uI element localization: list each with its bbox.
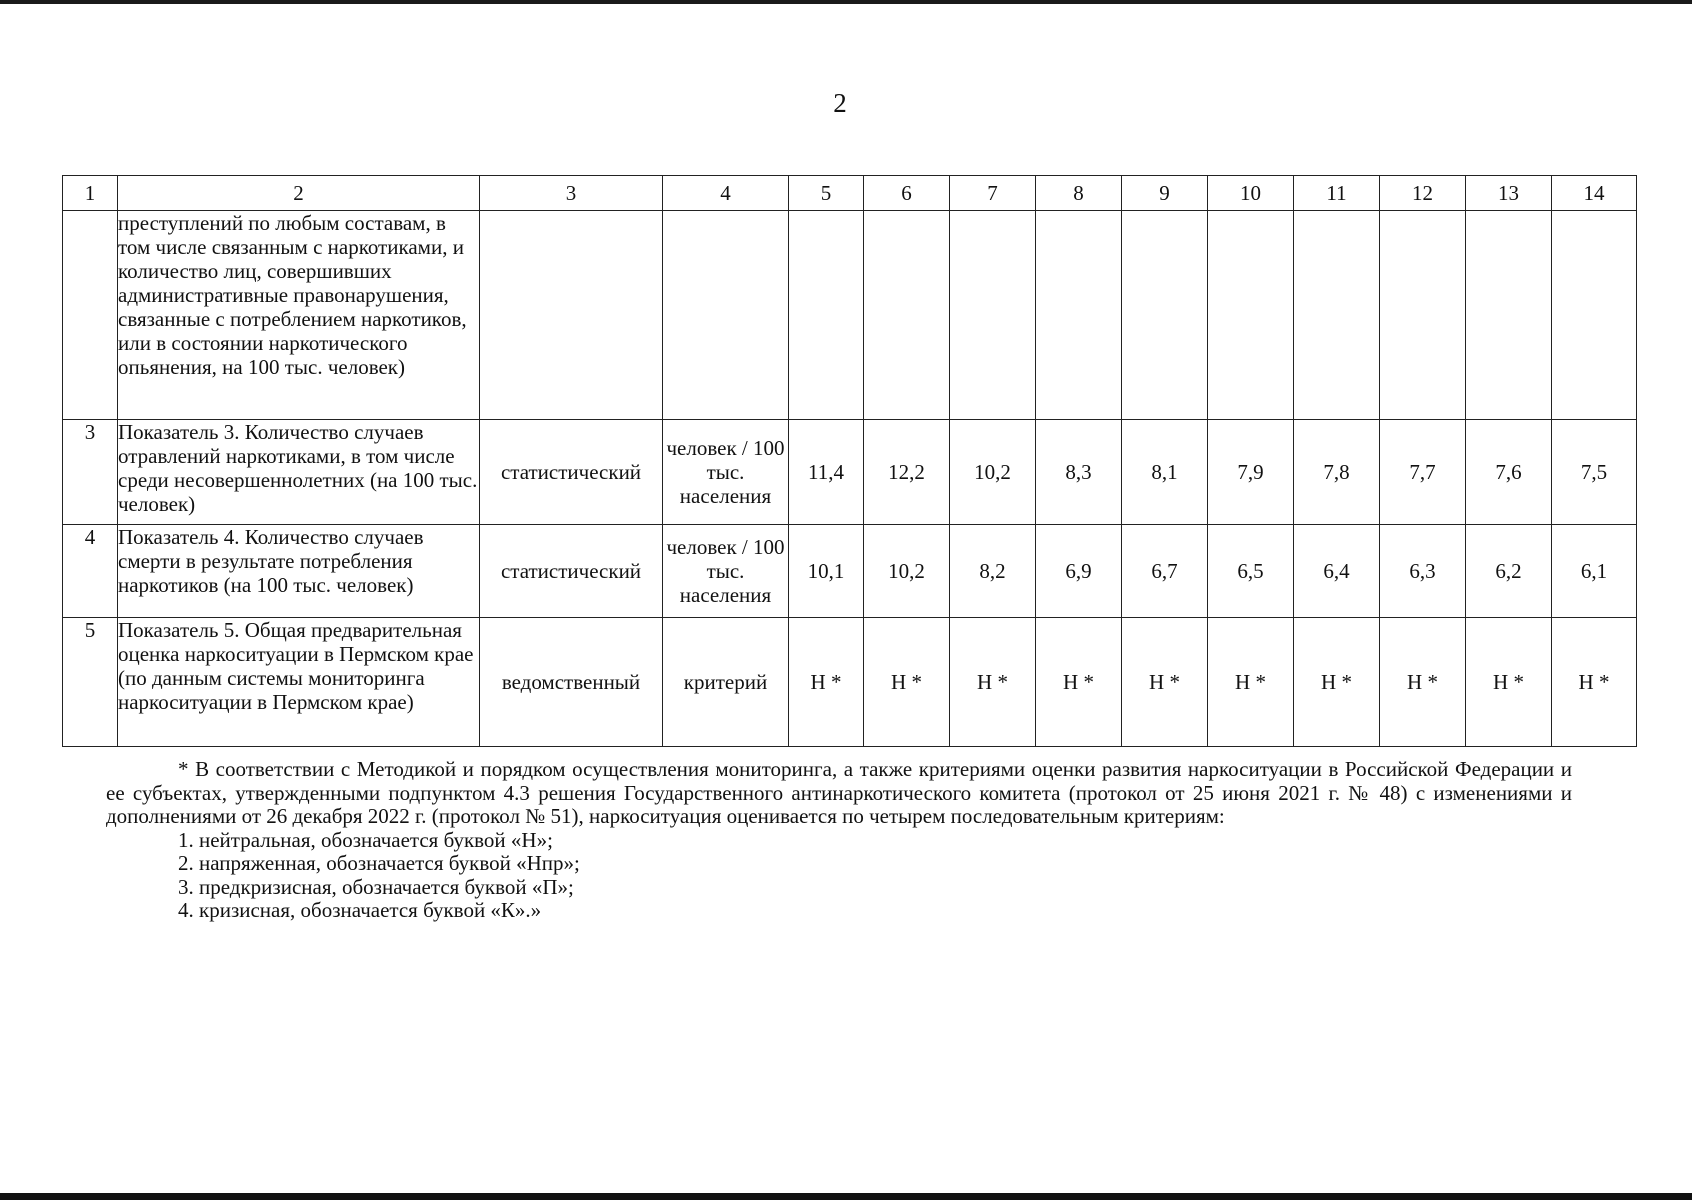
table-header-row: [63, 176, 1637, 211]
table-row: [63, 525, 1637, 618]
value-cell: Н *: [789, 618, 864, 747]
row-number: 5: [63, 618, 118, 747]
scan-top-edge: [0, 0, 1692, 4]
data-source-type: [480, 211, 663, 420]
value-cell: 6,7: [1122, 525, 1208, 618]
value-cell: [1294, 211, 1380, 420]
value-cell: [1208, 211, 1294, 420]
value-cell: [1122, 211, 1208, 420]
value-cell: [1036, 211, 1122, 420]
row-number: 3: [63, 420, 118, 525]
value-cell: [1380, 211, 1466, 420]
column-header: 4: [663, 176, 789, 211]
value-cell: [789, 211, 864, 420]
value-cell: [950, 211, 1036, 420]
value-cell: 10,1: [789, 525, 864, 618]
unit-of-measure: человек / 100 тыс. населения: [663, 420, 789, 525]
criteria-item: 1. нейтральная, обозначается буквой «Н»;: [178, 827, 553, 852]
indicator-description: Показатель 3. Количество случаев отравлений наркотиками, в том числе среди несовершеннолетних (на 100 тыс. человек): [118, 420, 480, 525]
indicators-table: [62, 175, 1637, 747]
value-cell: Н *: [1552, 618, 1637, 747]
column-header: 3: [480, 176, 663, 211]
table-row: [63, 420, 1637, 525]
value-cell: 7,7: [1380, 420, 1466, 525]
criteria-item: 2. напряженная, обозначается буквой «Нпр»;: [178, 851, 580, 875]
value-cell: Н *: [864, 618, 950, 747]
column-header: 12: [1380, 176, 1466, 211]
criteria-item: 4. кризисная, обозначается буквой «К».»: [178, 898, 542, 922]
value-cell: 7,5: [1552, 420, 1637, 525]
value-cell: 8,3: [1036, 420, 1122, 525]
value-cell: [1466, 211, 1552, 420]
unit-of-measure: человек / 100 тыс. населения: [663, 525, 789, 618]
value-cell: 8,1: [1122, 420, 1208, 525]
value-cell: [1552, 211, 1637, 420]
criteria-item: 3. предкризисная, обозначается буквой «П»;: [178, 874, 574, 899]
footnote: [106, 758, 1572, 923]
value-cell: Н *: [1380, 618, 1466, 747]
unit-of-measure: критерий: [663, 618, 789, 747]
criteria-list: [106, 829, 1572, 923]
column-header: 13: [1466, 176, 1552, 211]
column-header: 14: [1552, 176, 1637, 211]
value-cell: Н *: [1036, 618, 1122, 747]
indicator-description: преступлений по любым составам, в том числе связанным с наркотиками, и количество лиц, совершивших административные правонарушения, связанные с потреблением наркотиков, или в состоянии наркотического опьянения, на 100 тыс. человек): [118, 211, 480, 420]
value-cell: Н *: [950, 618, 1036, 747]
value-cell: 10,2: [864, 525, 950, 618]
column-header: 5: [789, 176, 864, 211]
value-cell: 6,2: [1466, 525, 1552, 618]
indicator-description: Показатель 4. Количество случаев смерти в результате потребления наркотиков (на 100 тыс. человек): [118, 525, 480, 618]
value-cell: 11,4: [789, 420, 864, 525]
column-header: 10: [1208, 176, 1294, 211]
column-header: 6: [864, 176, 950, 211]
column-header: 7: [950, 176, 1036, 211]
footnote-text: * В соответствии с Методикой и порядком осуществления мониторинга, а также критериями оценки развития наркоситуации в Российской Федерации и ее субъектах, утвержденными подпунктом 4.3 решения Государственного антинаркотического комитета (протокол от 25 июня 2021 г. № 48) с изменениями и дополнениями от 26 декабря 2022 г. (протокол № 51), наркоситуация оценивается по четырем последовательным критериям:: [106, 757, 1572, 828]
value-cell: 8,2: [950, 525, 1036, 618]
column-header: 2: [118, 176, 480, 211]
data-source-type: ведомственный: [480, 618, 663, 747]
row-number: 4: [63, 525, 118, 618]
indicator-description: Показатель 5. Общая предварительная оценка наркоситуации в Пермском крае (по данным системы мониторинга наркоситуации в Пермском крае): [118, 618, 480, 747]
value-cell: 7,8: [1294, 420, 1380, 525]
value-cell: Н *: [1294, 618, 1380, 747]
value-cell: 7,6: [1466, 420, 1552, 525]
value-cell: 6,9: [1036, 525, 1122, 618]
scan-bottom-edge: [0, 1193, 1692, 1200]
page-number: 2: [833, 88, 847, 118]
value-cell: 6,4: [1294, 525, 1380, 618]
value-cell: 12,2: [864, 420, 950, 525]
value-cell: Н *: [1466, 618, 1552, 747]
value-cell: 10,2: [950, 420, 1036, 525]
value-cell: Н *: [1122, 618, 1208, 747]
unit-of-measure: [663, 211, 789, 420]
value-cell: 7,9: [1208, 420, 1294, 525]
column-header: 8: [1036, 176, 1122, 211]
column-header: 11: [1294, 176, 1380, 211]
table-row: [63, 211, 1637, 420]
row-number: [63, 211, 118, 420]
data-source-type: статистический: [480, 420, 663, 525]
column-header: 9: [1122, 176, 1208, 211]
data-source-type: статистический: [480, 525, 663, 618]
value-cell: Н *: [1208, 618, 1294, 747]
value-cell: [864, 211, 950, 420]
value-cell: 6,1: [1552, 525, 1637, 618]
column-header: 1: [63, 176, 118, 211]
value-cell: 6,5: [1208, 525, 1294, 618]
table-row: [63, 618, 1637, 747]
value-cell: 6,3: [1380, 525, 1466, 618]
